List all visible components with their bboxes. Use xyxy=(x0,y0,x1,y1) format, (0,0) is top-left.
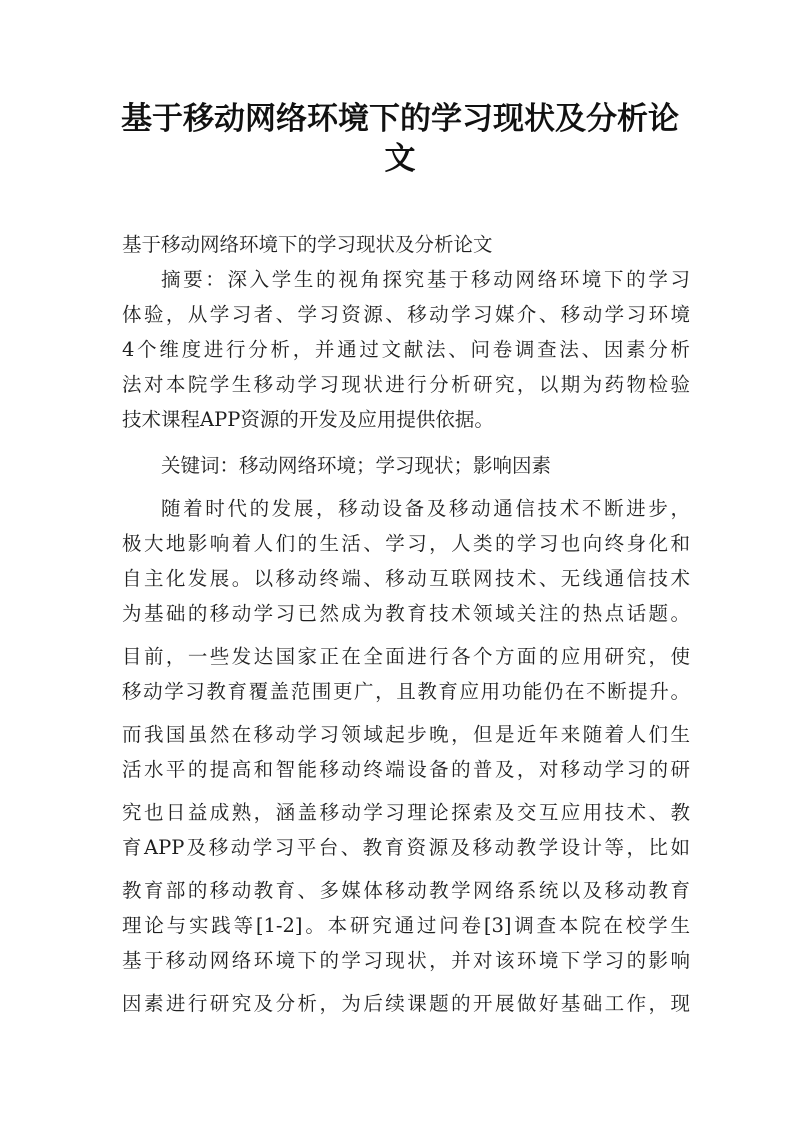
document-title-line-1: 基于移动网络环境下的学习现状及分析论 xyxy=(121,101,679,137)
body-line: 究也日益成熟，涵盖移动学习理论探索及交互应用技术、教 xyxy=(122,801,690,824)
body-line: 自主化发展。以移动终端、移动互联网技术、无线通信技术 xyxy=(122,567,690,590)
abstract-line: 技术课程APP资源的开发及应用提供依据。 xyxy=(122,408,494,431)
body-line: 目前，一些发达国家正在全面进行各个方面的应用研究，使 xyxy=(122,645,690,668)
body-line: 因素进行研究及分析，为后续课题的开展做好基础工作，现 xyxy=(122,992,690,1015)
body-line: 理论与实践等[1-2]。本研究通过问卷[3]调查本院在校学生 xyxy=(122,914,690,937)
abstract-line: 体验，从学习者、学习资源、移动学习媒介、移动学习环境 xyxy=(122,303,690,326)
keywords-line: 关键词：移动网络环境；学习现状；影响因素 xyxy=(161,454,552,477)
body-line: 极大地影响着人们的生活、学习，人类的学习也向终身化和 xyxy=(122,532,690,555)
document-title-line-2: 文 xyxy=(384,141,416,177)
abstract-line: 4个维度进行分析，并通过文献法、问卷调查法、因素分析 xyxy=(122,338,690,361)
abstract-line: 法对本院学生移动学习现状进行分析研究，以期为药物检验 xyxy=(122,373,690,396)
body-line: 育APP及移动学习平台、教育资源及移动教学设计等，比如 xyxy=(122,836,690,859)
body-line: 基于移动网络环境下的学习现状，并对该环境下学习的影响 xyxy=(122,949,690,972)
body-line-heading: 基于移动网络环境下的学习现状及分析论文 xyxy=(122,233,493,256)
body-line: 教育部的移动教育、多媒体移动教学网络系统以及移动教育 xyxy=(122,879,690,902)
body-line: 为基础的移动学习已然成为教育技术领域关注的热点话题。 xyxy=(122,602,690,625)
body-line: 随着时代的发展，移动设备及移动通信技术不断进步， xyxy=(161,497,690,520)
abstract-line: 摘要：深入学生的视角探究基于移动网络环境下的学习 xyxy=(161,268,690,291)
body-line: 活水平的提高和智能移动终端设备的普及，对移动学习的研 xyxy=(122,758,690,781)
body-line: 而我国虽然在移动学习领域起步晚，但是近年来随着人们生 xyxy=(122,723,690,746)
body-line: 移动学习教育覆盖范围更广，且教育应用功能仍在不断提升。 xyxy=(122,680,690,703)
